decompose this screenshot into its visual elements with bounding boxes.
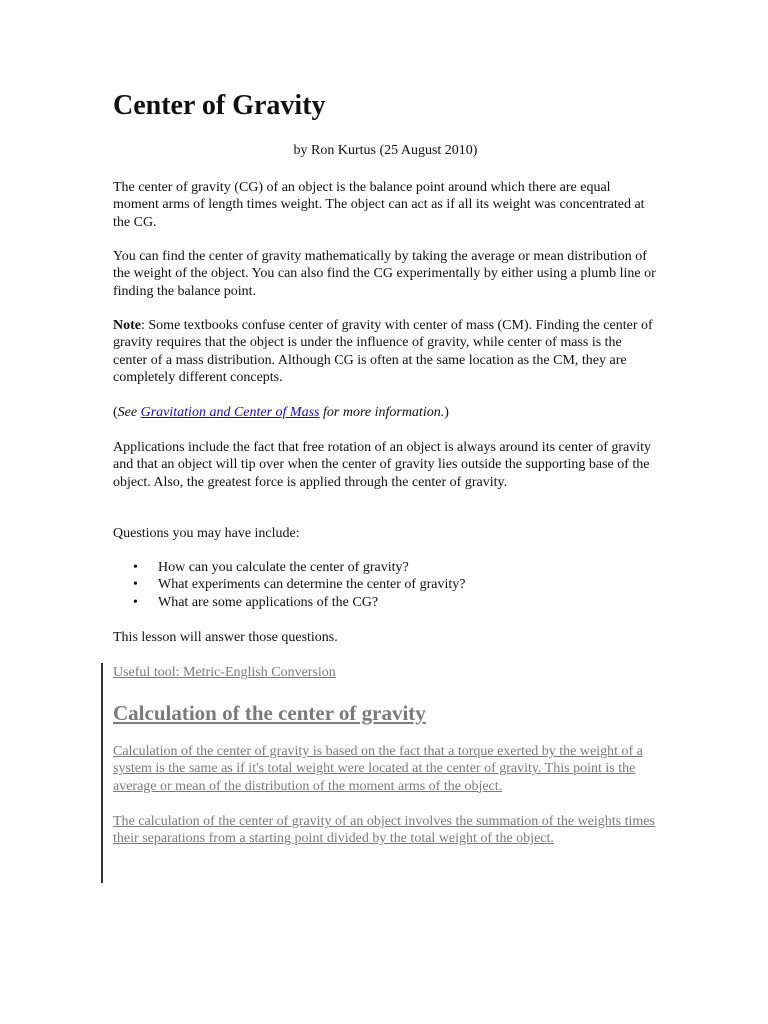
list-item — [113, 594, 465, 611]
calculation-paragraph-1 — [113, 743, 658, 795]
bullet-icon: • — [133, 594, 138, 610]
bullet-icon: • — [133, 577, 138, 593]
calculation-heading-link[interactable]: Calculation of the center of gravity — [113, 701, 426, 725]
section-change-bar — [101, 663, 103, 883]
note-paragraph — [113, 317, 658, 386]
calculation-paragraph-2 — [113, 813, 658, 848]
see-also-paragraph — [113, 404, 658, 421]
metric-english-conversion-link[interactable]: Useful tool: Metric-English Conversion — [113, 665, 336, 680]
section-heading — [113, 700, 426, 726]
list-item — [113, 559, 465, 576]
gravitation-center-of-mass-link[interactable]: Gravitation and Center of Mass — [140, 405, 320, 420]
questions-intro: Questions you may have include: — [113, 526, 300, 541]
question-text: What experiments can determine the center of gravity? — [158, 577, 466, 593]
bullet-icon: • — [133, 560, 138, 575]
applications-paragraph: Applications include the fact that free rotation of an object is always around its center of gravity and that an object will tip over when the center of gravity lies outside the supporting base of the object. Also, the greatest force is applied through the center of gravity. — [113, 440, 652, 490]
lesson-line: This lesson will answer those questions. — [113, 630, 338, 645]
calculation-paragraph-2-link[interactable]: The calculation of the center of gravity of an object involves the summation of the weights times their separations from a starting point divided by the total weight of the object. — [113, 814, 655, 847]
see-word: See — [117, 405, 141, 420]
intro-paragraph-2: You can find the center of gravity mathematically by taking the average or mean distribution of the weight of the object. You can also find the CG experimentally by either using a plumb line or finding the balance point. — [113, 249, 656, 299]
list-item — [113, 576, 465, 593]
question-text: What are some applications of the CG? — [158, 594, 379, 610]
question-text: How can you calculate the center of gravity? — [158, 560, 409, 575]
see-close-paren: ) — [444, 405, 449, 420]
page-title: Center of Gravity — [113, 90, 326, 121]
questions-list — [113, 559, 465, 611]
byline: by Ron Kurtus (25 August 2010) — [293, 143, 478, 158]
calculation-paragraph-1-link[interactable]: Calculation of the center of gravity is based on the fact that a torque exerted by the weight of a system is the same as if it's total weight were located at the center of gravity. This point is the average or mean of the distribution of the moment arms of the object. — [113, 744, 643, 794]
note-text: : Some textbooks confuse center of gravity with center of mass (CM). Finding the center of gravity requires that the object is under the influence of gravity, while center of mass is the center of a mass distribution. Although CG is often at the same location as the CM, they are completely different concepts. — [113, 318, 653, 385]
see-after-link: for more information. — [319, 405, 445, 420]
see-open-paren: ( — [113, 405, 118, 420]
intro-paragraph-1: The center of gravity (CG) of an object is the balance point around which there are equal moment arms of length times weight. The object can act as if all its weight was concentrated at the CG. — [113, 180, 645, 230]
note-label: Note — [113, 318, 141, 333]
